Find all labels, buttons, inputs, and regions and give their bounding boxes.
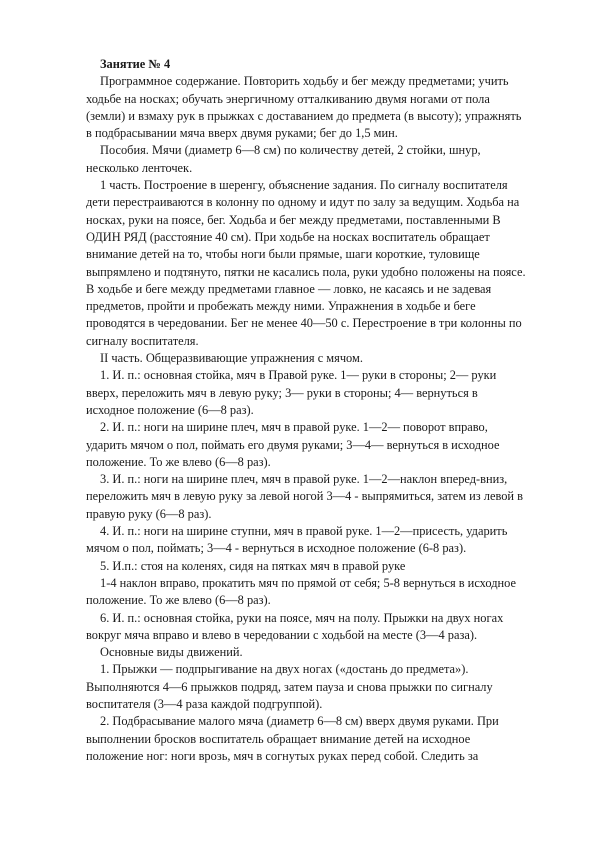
lesson-title: Занятие № 4: [100, 57, 171, 71]
paragraph-materials: Пособия. Мячи (диаметр 6—8 см) по количеству детей, 2 стойки, шнур, несколько ленточек.: [86, 143, 481, 175]
paragraph-exercise-4: 4. И. п.: ноги на ширине ступни, мяч в правой руке. 1—2—присесть, ударить мячом о пол, поймать; 3—4 - вернуться в исходное положение (6-8 раз).: [86, 524, 508, 556]
paragraph-exercise-2: 2. И. п.: ноги на ширине плеч, мяч в правой руке. 1—2— поворот вправо, ударить мячом о пол, поймать его двумя руками; 3—4— вернуться в исходное положение. То же влево (6—8 раз).: [86, 420, 500, 469]
paragraph-part-one: 1 часть. Построение в шеренгу, объяснение задания. По сигналу воспитателя дети перестраиваются в колонну по одному и идут по залу за ведущим. Ходьба на носках, руки на поясе, бег. Ходьба и бег между предметами, поставленными В ОДИН РЯД (расстояние 40 см). При ходьбе на носках воспитатель обращает внимание детей на то, чтобы ноги были прямые, шаги короткие, туловище выпрямлено и подтянуто, пятки не касались пола, руки удобно положены на поясе. В ходьбе и беге между предметами главное — ловко, не касаясь и не задевая предметов, пройти и пробежать между ними. Упражнения в ходьбе и беге проводятся в чередовании. Бег не менее 40—50 с. Перестроение в три колонны по сигналу воспитателя.: [86, 178, 526, 348]
paragraph-main-movements-heading: Основные виды движений.: [100, 645, 243, 660]
paragraph-exercise-3: 3. И. п.: ноги на ширине плеч, мяч в правой руке. 1—2—наклон вперед-вниз, переложить мяч в левую руку за левой ногой 3—4 - выпрямиться, затем из левой в правую руку (6—8 раз).: [86, 472, 523, 521]
document-body: [86, 56, 526, 765]
paragraph-exercise-1: 1. И. п.: основная стойка, мяч в Правой руке. 1— руки в стороны; 2— руки вверх, переложить мяч в левую руку; 3— руки в стороны; 4— вернуться в исходное положение (6—8 раз).: [86, 368, 497, 417]
paragraph-part-two-heading: II часть. Общеразвивающие упражнения с мячом.: [100, 351, 363, 366]
paragraph-exercise-6: 6. И. п.: основная стойка, руки на поясе, мяч на полу. Прыжки на двух ногах вокруг мяча вправо и влево в чередовании с ходьбой на месте (3—4 раза).: [86, 610, 504, 642]
paragraph-movement-1: 1. Прыжки — подпрыгивание на двух ногах («достань до предмета»). Выполняются 4—6 прыжков подряд, затем пауза и снова прыжки по сигналу воспитателя (3—4 раза каждой подгруппой).: [86, 662, 493, 711]
paragraph-movement-2: 2. Подбрасывание малого мяча (диаметр 6—8 см) вверх двумя руками. При выполнении бросков воспитатель обращает внимание детей на исходное положение ног: ноги врозь, мяч в согнутых руках перед собой. Следить за: [86, 714, 499, 763]
paragraph-program-content: Программное содержание. Повторить ходьбу и бег между предметами; учить ходьбе на носках; обучать энергичному отталкиванию двумя ногами от пола (земли) и взмаху рук в прыжках с доставанием до предмета (в высоту); упражнять в подбрасывании мяча вверх двумя руками; бег до 1,5 мин.: [86, 74, 522, 141]
paragraph-exercise-5-continued: 1-4 наклон вправо, прокатить мяч по прямой от себя; 5-8 вернуться в исходное положение. То же влево (6—8 раз).: [86, 575, 516, 608]
paragraph-exercise-5: 5. И.п.: стоя на коленях, сидя на пятках мяч в правой руке: [100, 558, 406, 573]
